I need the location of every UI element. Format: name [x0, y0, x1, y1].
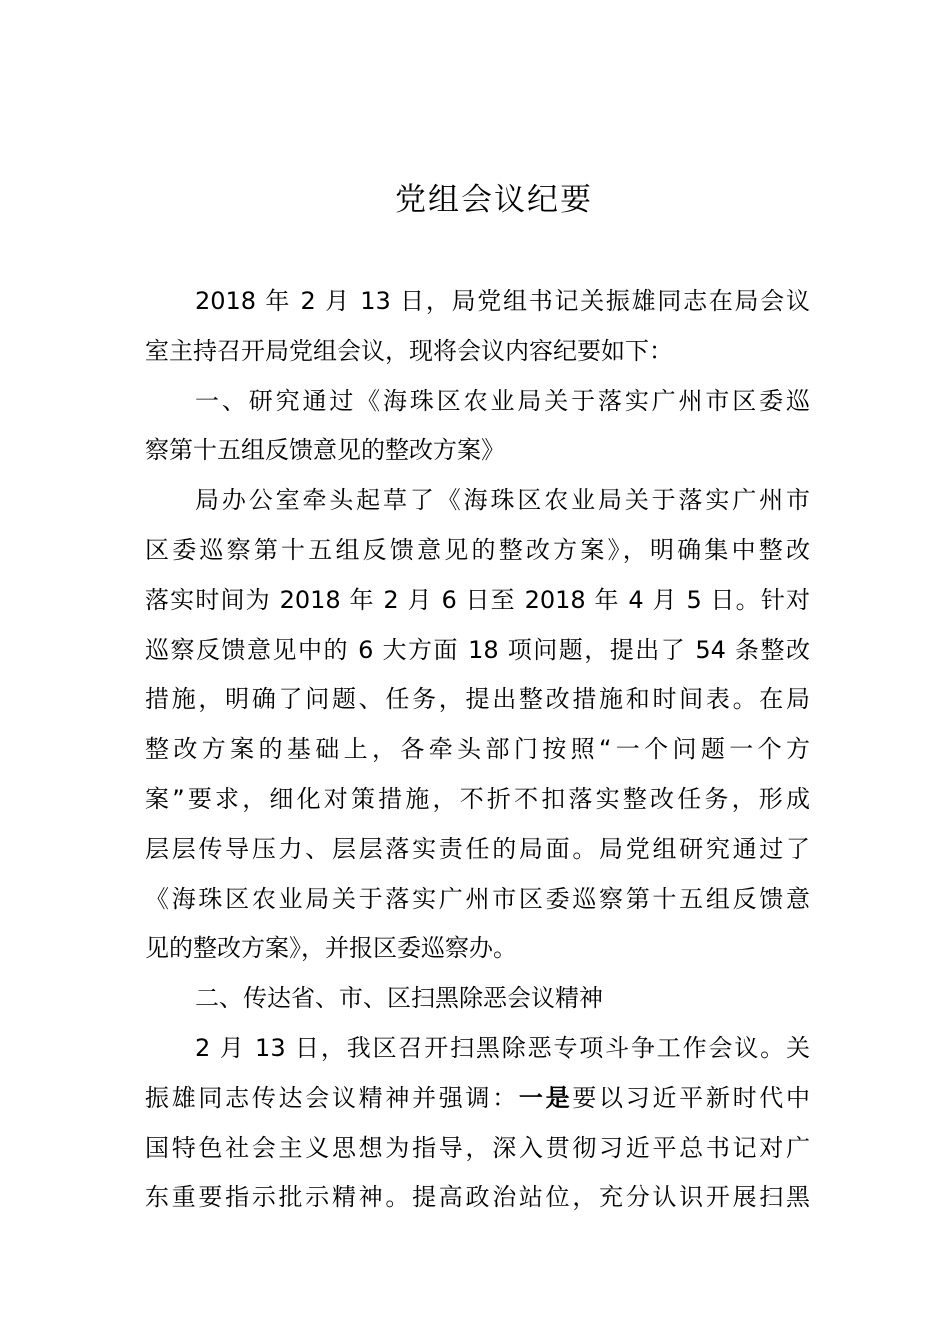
section-heading-line: 二、传达省、市、区扫黑除恶会议精神 [195, 984, 603, 1013]
section-heading-line: 一、研究通过《海珠区农业局关于落实广州市区委巡 [195, 386, 810, 415]
paragraph-line: 措施，明确了问题、任务，提出整改措施和时间表。在局 [145, 685, 810, 714]
paragraph-line: 整改方案的基础上，各牵头部门按照“一个问题一个方 [145, 735, 810, 764]
paragraph-line: 层层传导压力、层层落实责任的局面。局党组研究通过了 [145, 834, 810, 863]
paragraph-line [145, 1074, 810, 1124]
paragraph-text: 要以习近平新时代中 [572, 1083, 811, 1112]
paragraph-line: 2018 年 2 月 13 日，局党组书记关振雄同志在局会议 [195, 287, 810, 315]
paragraph-line: 落实时间为 2018 年 2 月 6 日至 2018 年 4 月 5 日。针对 [145, 585, 810, 614]
emphasis-text: 一是 [518, 1083, 573, 1112]
document-body [145, 277, 810, 1223]
section-heading-line: 察第十五组反馈意见的整改方案》 [145, 436, 505, 465]
paragraph-line: 国特色社会主义思想为指导，深入贯彻习近平总书记对广 [145, 1133, 810, 1162]
paragraph-text: 振雄同志传达会议精神并强调： [145, 1083, 519, 1112]
paragraph-line: 东重要指示批示精神。提高政治站位，充分认识开展扫黑 [145, 1183, 810, 1212]
paragraph-line: 局办公室牵头起草了《海珠区农业局关于落实广州市 [195, 486, 810, 515]
paragraph-line: 区委巡察第十五组反馈意见的整改方案》，明确集中整改 [145, 535, 810, 564]
paragraph-line: 2 月 13 日，我区召开扫黑除恶专项斗争工作会议。关 [195, 1033, 810, 1062]
paragraph-line: 见的整改方案》，并报区委巡察办。 [145, 934, 517, 963]
paragraph-line: 巡察反馈意见中的 6 大方面 18 项问题，提出了 54 条整改 [145, 635, 810, 664]
paragraph-line: 《海珠区农业局关于落实广州市区委巡察第十五组反馈意 [145, 884, 810, 913]
document-title: 党组会议纪要 [395, 182, 593, 218]
paragraph-line: 案”要求，细化对策措施，不折不扣落实整改任务，形成 [145, 784, 810, 813]
paragraph-line: 室主持召开局党组会议，现将会议内容纪要如下： [145, 336, 673, 365]
